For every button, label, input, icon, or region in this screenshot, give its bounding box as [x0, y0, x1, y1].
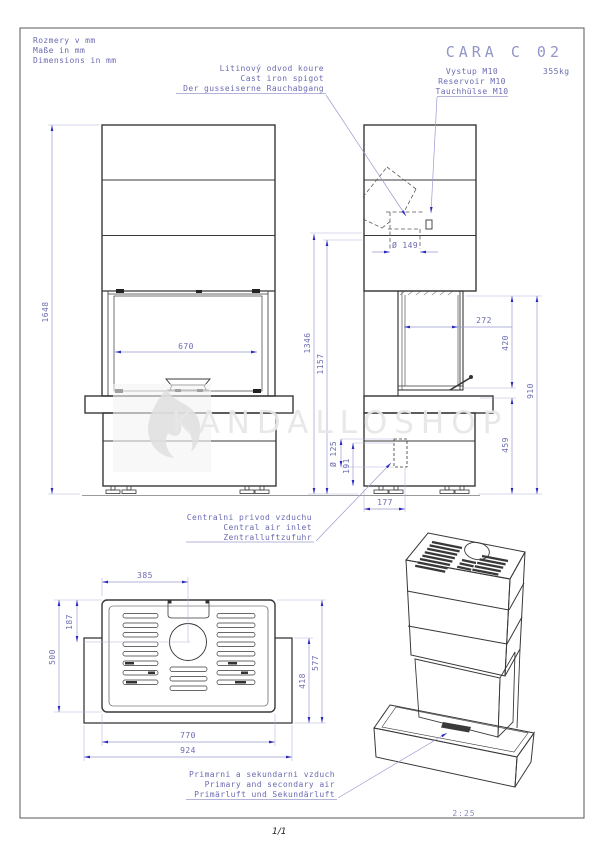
- dim-1346: 1346: [303, 332, 312, 354]
- dim-top-bench-depth: 577: [311, 655, 320, 671]
- watermark-text: KANDALLOSHOP: [171, 405, 509, 441]
- dim-flue-diameter: Ø 149: [391, 241, 419, 250]
- primary-air-cs: Primarni a sekundarni vzduch: [188, 770, 335, 779]
- dim-top-418: 418: [298, 673, 307, 689]
- spigot-callout-cs: Litinový odvod koure: [219, 64, 324, 73]
- side-feet: [374, 486, 469, 494]
- primary-air-en: Primary and secondary air: [204, 780, 335, 789]
- dim-air-height: 191: [342, 458, 351, 474]
- scale-label: 2:25: [452, 809, 476, 818]
- dim-air-offset: 177: [377, 498, 393, 507]
- m10-boss: [426, 220, 432, 229]
- primary-air-vent: [441, 722, 471, 733]
- watermark: [113, 384, 508, 472]
- weight-label: 355kg: [543, 67, 570, 76]
- dim-top-bench-width: 924: [180, 746, 196, 755]
- m10-callout-de: Tauchhülse M10: [435, 87, 509, 96]
- spigot-callout-en: Cast iron spigot: [240, 74, 324, 83]
- spigot-callout-de: Der gusseiserne Rauchabgang: [183, 84, 324, 93]
- dim-top-flue-x: 385: [137, 571, 153, 580]
- m10-callout-en: Reservoir M10: [438, 77, 506, 86]
- units-note-en: Dimensions in mm: [33, 56, 117, 65]
- dim-glass-width: 670: [178, 342, 194, 351]
- model-title: CARA C 02: [445, 43, 563, 61]
- dim-glass-height: 420: [501, 335, 510, 351]
- dim-459: 459: [501, 437, 510, 453]
- flue-pipe-hidden: [363, 167, 424, 249]
- window-clips: [115, 289, 261, 393]
- front-feet: [106, 486, 269, 494]
- dim-top-flue-y: 187: [65, 614, 74, 630]
- units-note-cs: Rozmery v mm: [33, 36, 96, 45]
- dim-air-diameter: Ø 125: [329, 440, 338, 468]
- central-air-cs: Centralni privod vzduchu: [186, 513, 312, 522]
- dim-910: 910: [526, 383, 535, 399]
- dim-glass-depth: 272: [476, 316, 492, 325]
- dim-front-height: 1648: [41, 301, 50, 323]
- units-note-de: Maße in mm: [33, 46, 86, 55]
- central-air-de: Zentralluftzufuhr: [223, 533, 312, 542]
- dim-top-body-depth: 500: [48, 649, 57, 665]
- air-inlet-hidden: [394, 439, 407, 467]
- m10-callout-cs: Vystup M10: [445, 67, 499, 76]
- dim-top-body-width: 770: [180, 731, 196, 740]
- page-number: 1/1: [272, 827, 287, 837]
- central-air-en: Central air inlet: [223, 523, 312, 532]
- iso-view: [374, 533, 534, 787]
- primary-air-de: Primärluft und Sekundärluft: [194, 790, 335, 799]
- dim-1157: 1157: [316, 353, 325, 375]
